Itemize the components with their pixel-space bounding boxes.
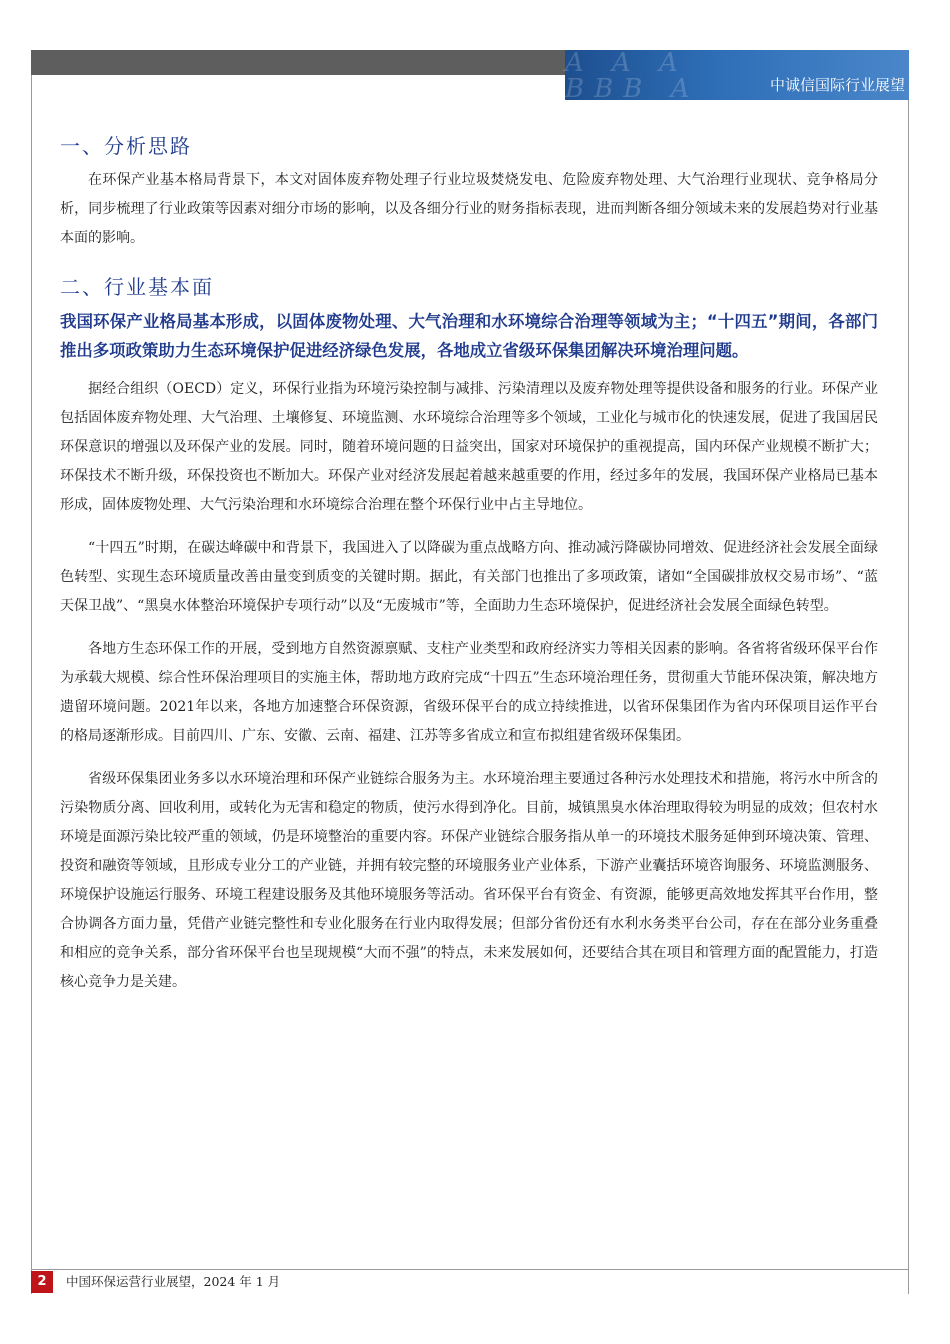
brand-title: 中诚信国际行业展望 [769, 76, 905, 94]
paragraph: “十四五”时期，在碳达峰碳中和背景下，我国进入了以降碳为重点战略方向、推动减污降碳协同增效、促进经济社会发展全面绿色转型、实现生态环境质量改善由量变到质变的关键时期。据此，有关部门也推出了多项政策，诸如“全国碳排放权交易市场”、“蓝天保卫战”、“黑臭水体整治环境保护专项行动”以及“无废城市”等，全面助力生态环境保护，促进经济社会发展全面绿色转型。 [60, 540, 878, 614]
paragraph: 在环保产业基本格局背景下，本文对固体废弃物处理子行业垃圾焚烧发电、危险废弃物处理、大气治理行业现状、竞争格局分析，同步梳理了行业政策等因素对细分市场的影响，以及各细分行业的财务指标表现，进而判断各细分领域未来的发展趋势对行业基本面的影响。 [60, 172, 878, 246]
section-heading-analysis: 一、分析思路 [60, 134, 192, 158]
paragraph: 据经合组织（OECD）定义，环保行业指为环境污染控制与减排、污染清理以及废弃物处理等提供设备和服务的行业。环保产业包括固体废弃物处理、大气治理、土壤修复、环境监测、水环境综合治理等多个领域，工业化与城市化的快速发展，促进了我国居民环保意识的增强以及环保产业的发展。同时，随着环境问题的日益突出，国家对环境保护的重视提高，国内环保产业规模不断扩大；环保技术不断升级，环保投资也不断加大。环保产业对经济发展起着越来越重要的作用，经过多年的发展，我国环保产业格局已基本形成，固体废物处理、大气污染治理和水环境综合治理在整个环保行业中占主导地位。 [60, 381, 878, 513]
brand-banner [565, 48, 909, 130]
banner-decoration-line: CCC AA [565, 100, 731, 130]
section-heading-fundamentals: 二、行业基本面 [60, 275, 214, 299]
paragraph: 省级环保集团业务多以水环境治理和环保产业链综合服务为主。水环境治理主要通过各种污水处理技术和措施，将污水中所含的污染物质分离、回收利用，或转化为无害和稳定的物质，使污水得到净化。目前，城镇黑臭水体治理取得较为明显的成效；但农村水环境是面源污染比较严重的领域，仍是环境整治的重要内容。环保产业链综合服务指从单一的环境技术服务延伸到环境决策、管理、投资和融资等领域，且形成专业分工的产业链，并拥有较完整的环境服务业产业体系，下游产业囊括环境咨询服务、环境监测服务、环境保护设施运行服务、环境工程建设服务及其他环境服务等活动。省环保平台有资金、有资源，能够更高效地发挥其平台作用，整合协调各方面力量，凭借产业链完整性和专业化服务在行业内取得发展；但部分省份还有水利水务类平台公司，存在在部分业务重叠和相应的竞争关系，部分省环保平台也呈现规模“大而不强”的特点，未来发展如何，还要结合其在项目和管理方面的配置能力，打造核心竞争力是关建。 [60, 771, 878, 990]
banner-decoration-line: A A A [565, 48, 688, 78]
document-body [60, 126, 878, 1011]
banner-decoration-line: BBB A [565, 74, 700, 104]
key-finding: 我国环保产业格局基本形成，以固体废物处理、大气治理和水环境综合治理等领域为主；“十四五”期间，各部门推出多项政策助力生态环境保护促进经济绿色发展，各地成立省级环保集团解决环境治理问题。 [60, 312, 878, 360]
footer-divider [31, 1269, 909, 1270]
page-number: 2 [31, 1271, 53, 1293]
paragraph: 各地方生态环保工作的开展，受到地方自然资源禀赋、支柱产业类型和政府经济实力等相关因素的影响。各省将省级环保平台作为承载大规模、综合性环保治理项目的实施主体，帮助地方政府完成“十四五”生态环境治理任务，贯彻重大节能环保决策，解决地方遗留环境问题。2021年以来，各地方加速整合环保资源，省级环保平台的成立持续推进，以省环保集团作为省内环保项目运作平台的格局逐渐形成。目前四川、广东、安徽、云南、福建、江苏等多省成立和宣布拟组建省级环保集团。 [60, 641, 878, 744]
footer-text: 中国环保运营行业展望，2024 年 1 月 [66, 1274, 281, 1289]
